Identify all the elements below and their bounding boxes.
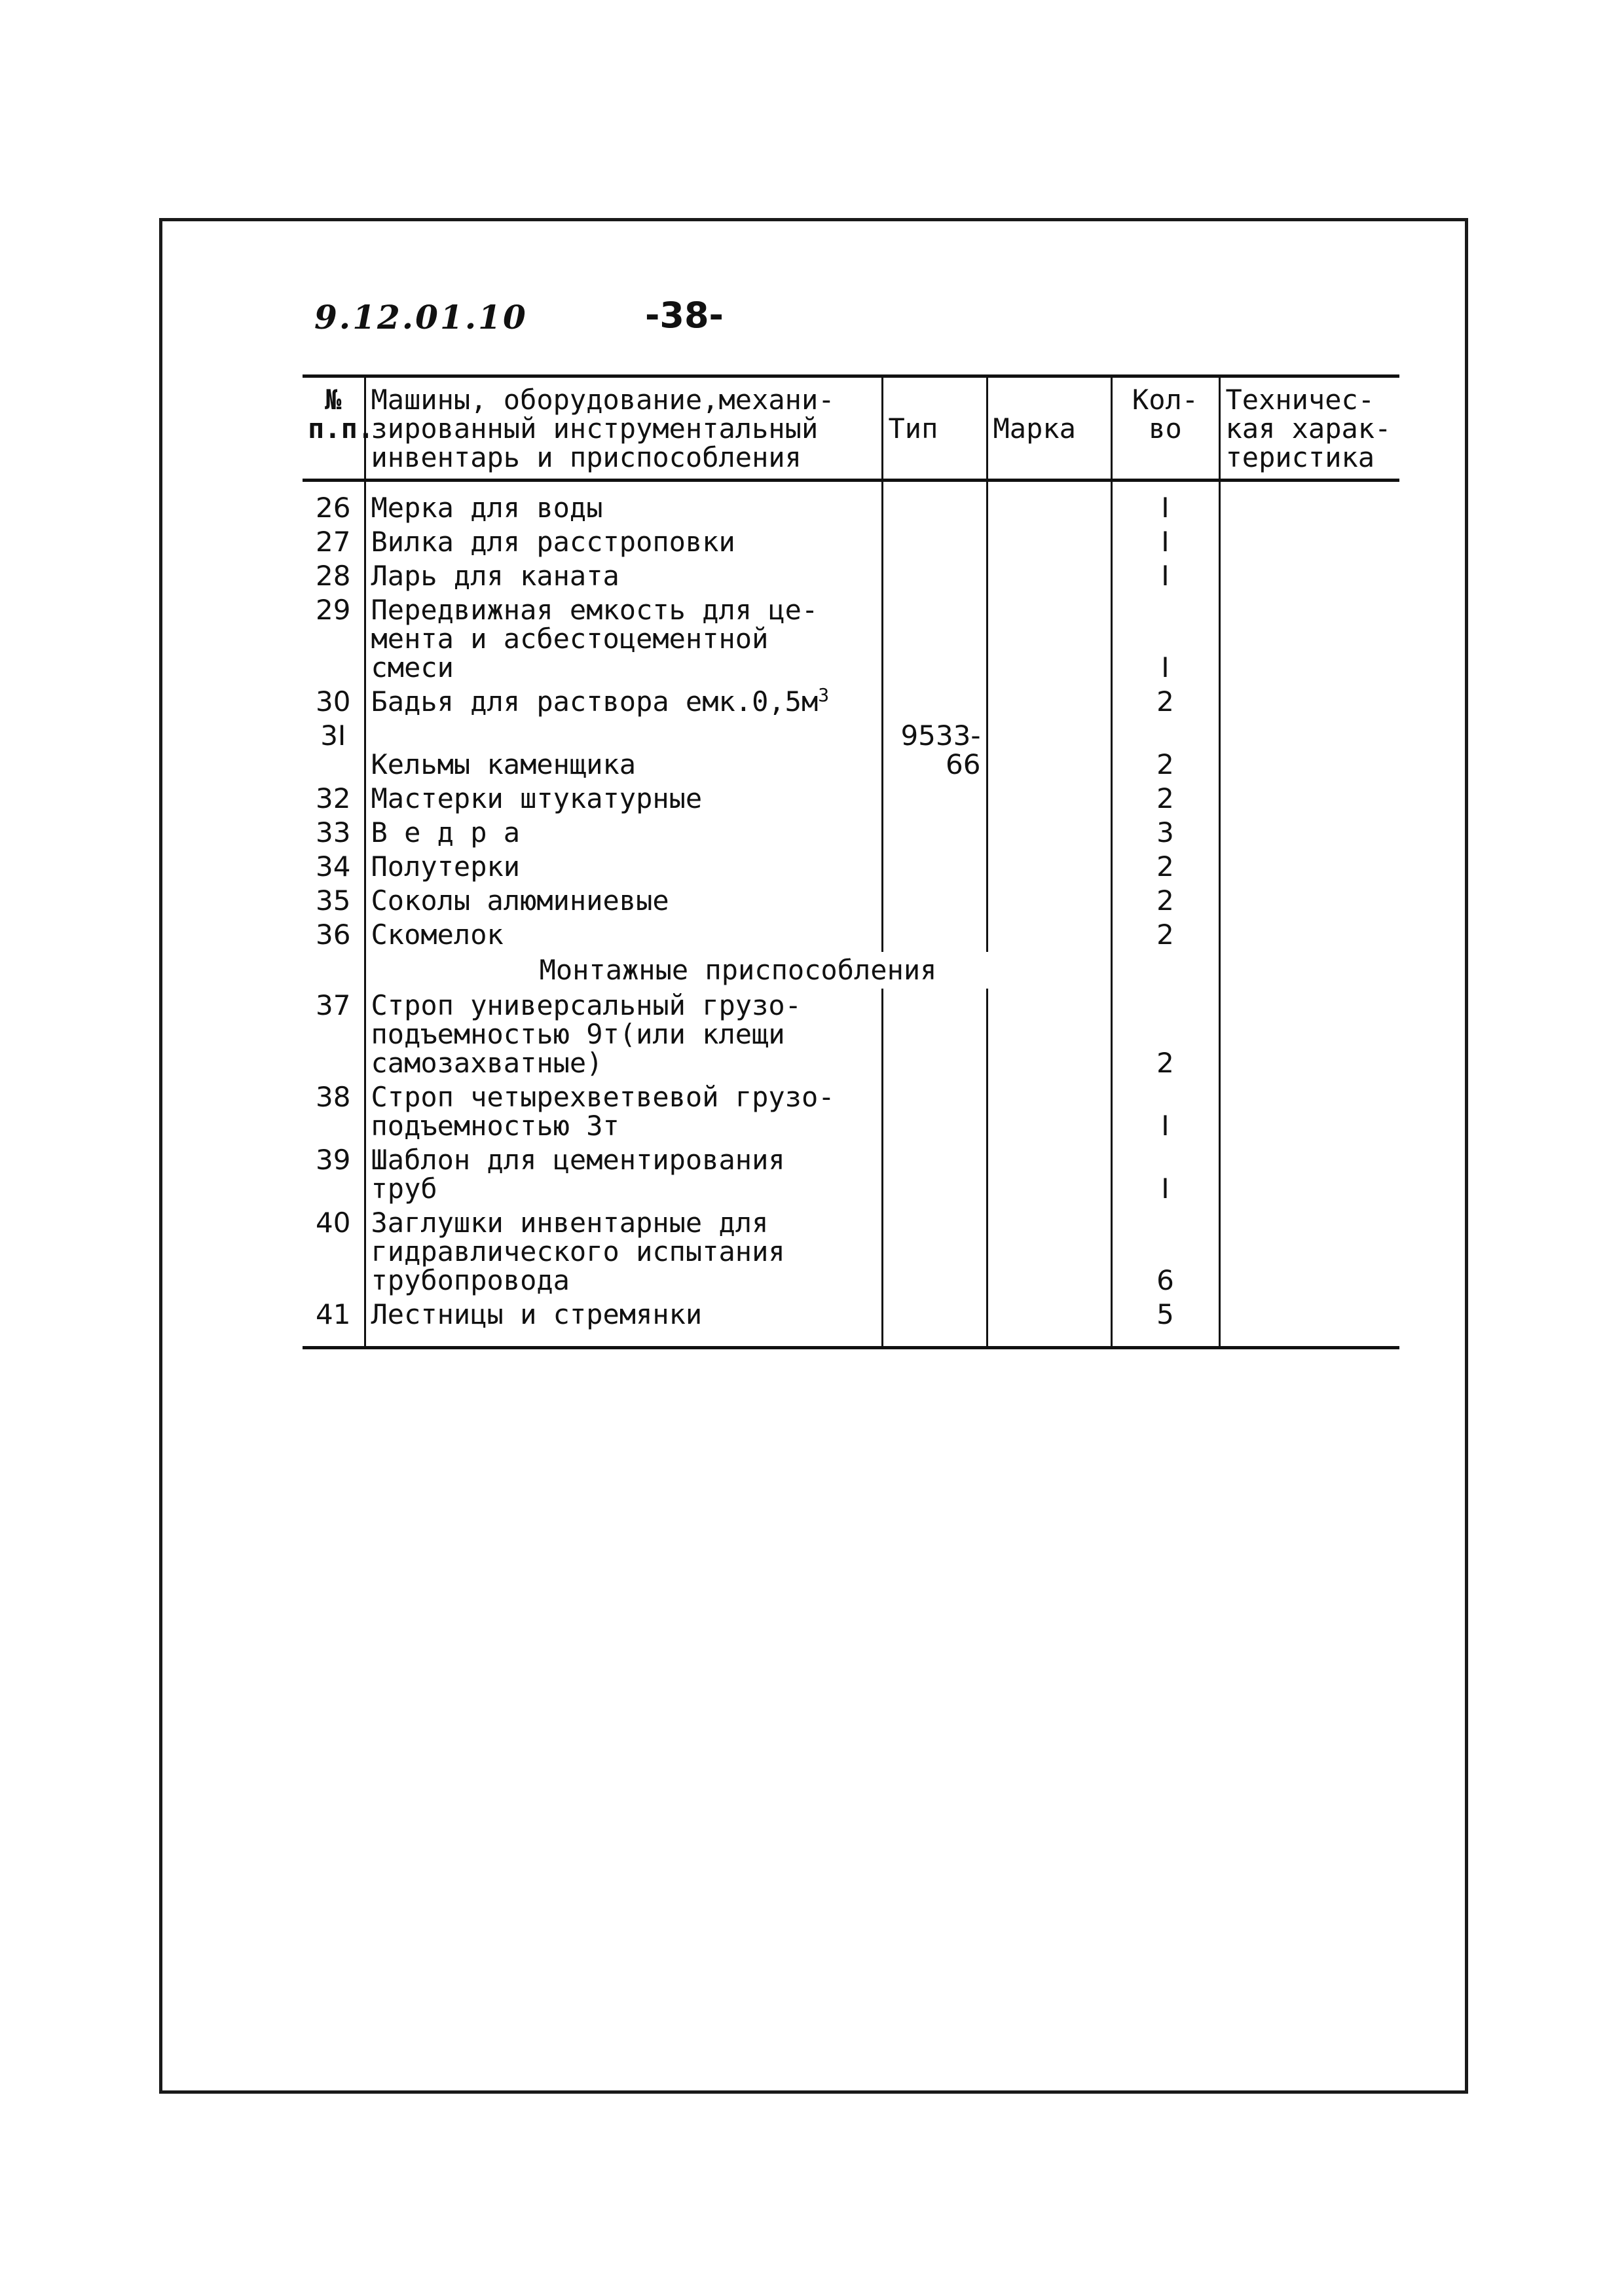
row-mark [987,1080,1111,1143]
row-quantity: 2 [1111,918,1219,952]
row-name: Строп четырехветвевой грузо- подъемностью 3т [365,1080,882,1143]
row-number: 33 [316,816,351,848]
table-row [303,918,1399,952]
row-technical-characteristics [1219,884,1399,918]
row-number: 3I [320,720,346,752]
page-number: -38- [645,295,724,336]
row-name: Вилка для расстроповки [365,525,882,559]
row-type [882,816,987,850]
row-quantity: I [1111,525,1219,559]
row-quantity: 6 [1111,1206,1219,1298]
row-quantity: 2 [1111,989,1219,1080]
row-number: 40 [316,1207,351,1239]
table-header-row [303,376,1399,481]
row-technical-characteristics [1219,989,1399,1080]
row-quantity: 2 [1111,719,1219,782]
row-technical-characteristics [1219,593,1399,685]
row-number: 30 [316,685,351,718]
header-num: № п.п. [303,376,365,481]
table-row [303,1298,1399,1348]
table-row [303,481,1399,526]
table-row [303,816,1399,850]
row-type [882,685,987,719]
row-mark [987,1298,1111,1348]
row-name: Заглушки инвентарные для гидравлического испытания трубопровода [365,1206,882,1298]
row-quantity: 2 [1111,782,1219,816]
row-technical-characteristics [1219,719,1399,782]
row-technical-characteristics [1219,1080,1399,1143]
row-mark [987,850,1111,884]
table-row [303,989,1399,1080]
table-row [303,719,1399,782]
table-row [303,593,1399,685]
section-spacer [303,952,365,989]
row-technical-characteristics [1219,1298,1399,1348]
row-mark [987,918,1111,952]
row-type [882,1080,987,1143]
table-row [303,1080,1399,1143]
row-mark [987,782,1111,816]
header-tech: Техничес- кая харак- теристика [1219,376,1399,481]
row-mark [987,989,1111,1080]
header-type: Тип [882,376,987,481]
row-number: 32 [316,782,351,814]
row-type [882,989,987,1080]
table-row [303,884,1399,918]
document-code: 9.12.01.10 [314,298,528,337]
row-quantity: I [1111,559,1219,593]
equipment-table [303,374,1399,1349]
row-type [882,782,987,816]
row-quantity: I [1111,1143,1219,1206]
row-type [882,1143,987,1206]
row-type [882,918,987,952]
row-name: В е д р а [365,816,882,850]
table-row [303,559,1399,593]
row-type: 9533-66 [882,719,987,782]
row-name: Лестницы и стремянки [365,1298,882,1348]
header-name: Машины, оборудование,механи- зированный инструментальный инвентарь и приспособления [365,376,882,481]
section-title: Монтажные приспособления [365,952,1111,989]
table-row [303,850,1399,884]
row-number: 35 [316,884,351,917]
row-quantity: I [1111,481,1219,526]
row-type [882,525,987,559]
row-technical-characteristics [1219,685,1399,719]
row-name: Строп универсальный грузо- подъемностью 9т(или клещи самозахватные) [365,989,882,1080]
row-quantity: 5 [1111,1298,1219,1348]
section-tech-spacer [1219,952,1399,989]
row-quantity: 2 [1111,850,1219,884]
row-number: 37 [316,989,351,1021]
row-mark [987,481,1111,526]
header-qty: Кол- во [1111,376,1219,481]
unit-superscript: 3 [818,684,830,706]
table-row [303,525,1399,559]
row-number: 36 [316,919,351,951]
section-qty-spacer [1111,952,1219,989]
row-quantity: 3 [1111,816,1219,850]
row-technical-characteristics [1219,559,1399,593]
row-mark [987,884,1111,918]
table-row [303,782,1399,816]
row-quantity: I [1111,593,1219,685]
row-name: Кельмы каменщика [365,719,882,782]
row-technical-characteristics [1219,850,1399,884]
row-technical-characteristics [1219,782,1399,816]
row-name: Ларь для каната [365,559,882,593]
row-quantity: I [1111,1080,1219,1143]
row-type [882,559,987,593]
row-number: 26 [316,492,351,524]
row-mark [987,719,1111,782]
row-technical-characteristics [1219,816,1399,850]
row-type [882,850,987,884]
section-row [303,952,1399,989]
row-name: Полутерки [365,850,882,884]
row-name: Соколы алюминиевые [365,884,882,918]
row-technical-characteristics [1219,918,1399,952]
row-name: Скомелок [365,918,882,952]
row-name: Шаблон для цементирования труб [365,1143,882,1206]
row-type [882,593,987,685]
row-technical-characteristics [1219,525,1399,559]
table-row [303,685,1399,719]
row-technical-characteristics [1219,1206,1399,1298]
row-number: 28 [316,560,351,592]
row-mark [987,559,1111,593]
row-number: 34 [316,850,351,883]
header-mark: Марка [987,376,1111,481]
row-mark [987,816,1111,850]
row-name: Мерка для воды [365,481,882,526]
row-mark [987,685,1111,719]
row-technical-characteristics [1219,1143,1399,1206]
row-number: 38 [316,1081,351,1113]
row-type [882,1298,987,1348]
row-mark [987,1143,1111,1206]
row-name: Бадья для раствора $емк.0,5м^3$ [365,685,882,719]
row-type [882,1206,987,1298]
row-mark [987,593,1111,685]
row-number: 41 [303,1298,365,1348]
row-quantity: 2 [1111,685,1219,719]
row-number: 39 [316,1144,351,1176]
table-row [303,1206,1399,1298]
row-type [882,884,987,918]
row-mark [987,525,1111,559]
row-technical-characteristics [1219,481,1399,526]
row-quantity: 2 [1111,884,1219,918]
row-type [882,481,987,526]
row-number: 29 [316,594,351,626]
row-name: Мастерки штукатурные [365,782,882,816]
row-name: Передвижная емкость для це- мента и асбестоцементной смеси [365,593,882,685]
table-row [303,1143,1399,1206]
row-number: 27 [316,526,351,558]
row-mark [987,1206,1111,1298]
